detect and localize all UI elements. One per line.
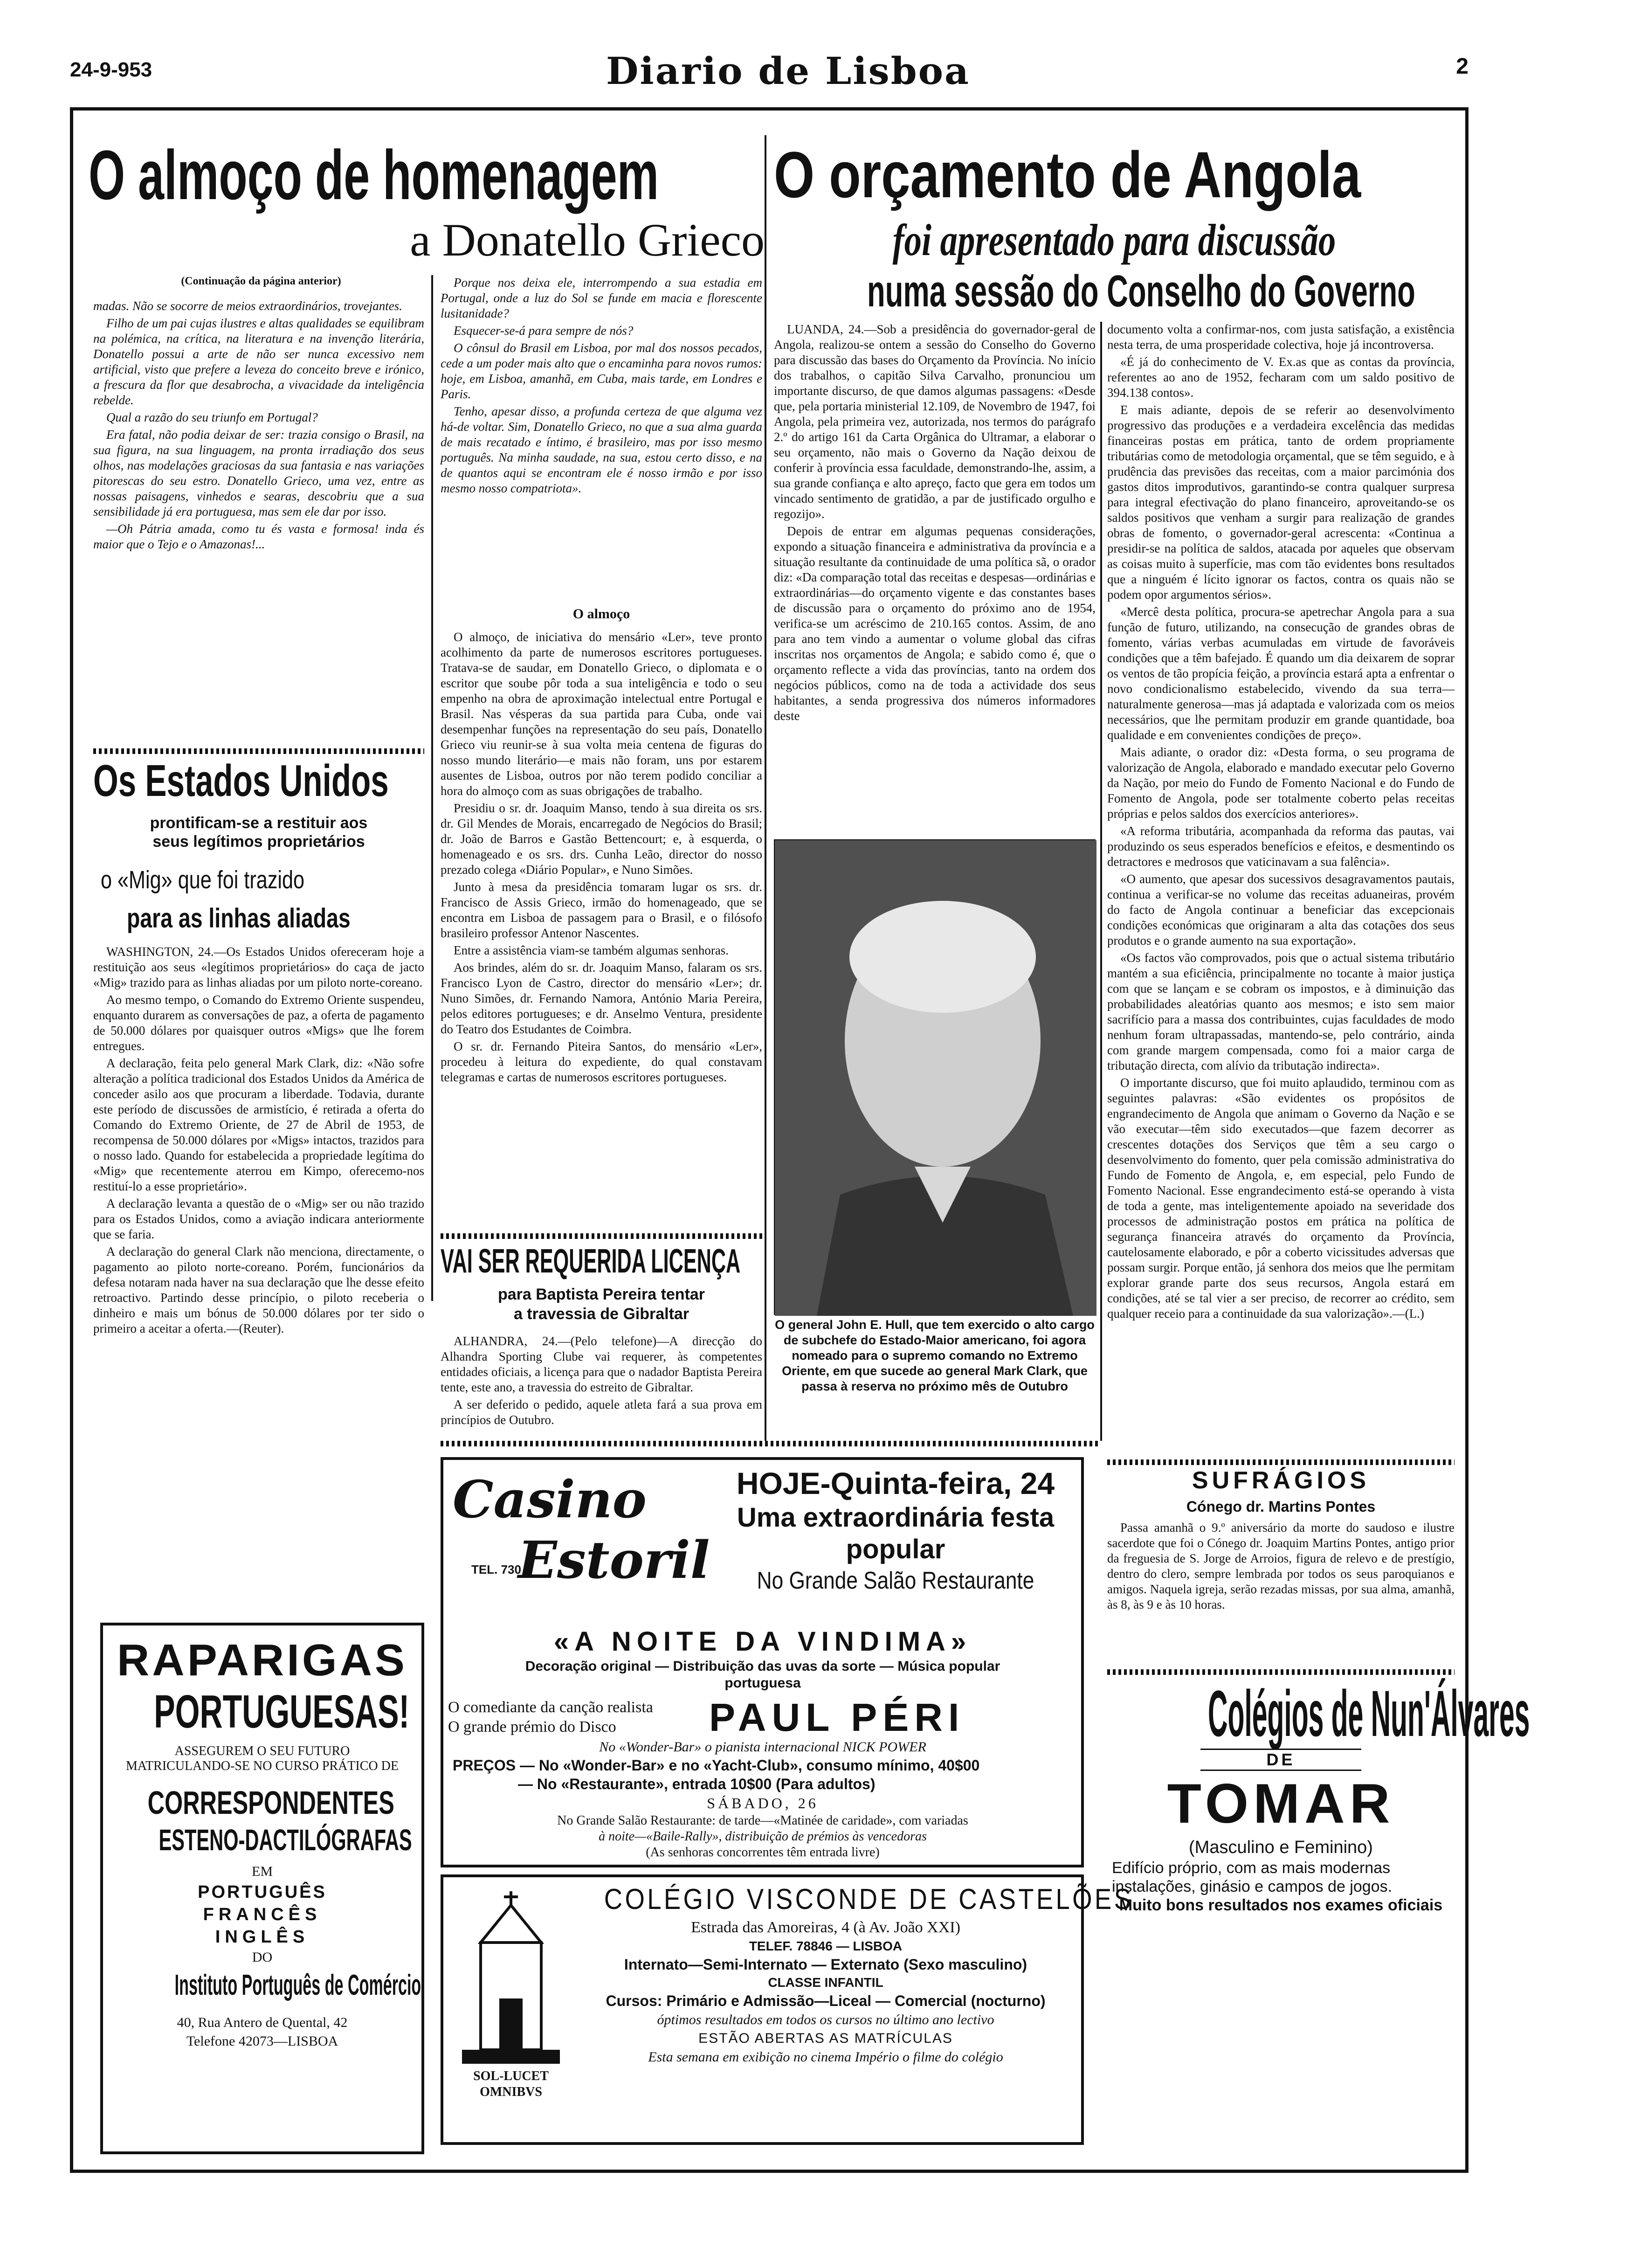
almoco-column-2 bbox=[441, 275, 762, 602]
paragraph: A declaração levanta a questão de o «Mig» ser ou não trazido para os Estados Unidos, como a aviação indicara anteriormente que se faria. bbox=[93, 1196, 424, 1241]
paragraph: Qual a razão do seu triunfo em Portugal? bbox=[106, 410, 318, 424]
paragraph: Tenho, apesar disso, a profunda certeza de que alguma vez há-de voltar. Sim, Donatello Grieco, no que a sua alma guarda de mais recatado e íntimo, é brasileiro, mas por isso mesmo português. Na minha saudade, na sua, estou certo disso, e na de quantos aqui se encontram ele é nosso irmão e por isso mesmo nosso compatriota». bbox=[441, 404, 762, 495]
paragraph: WASHINGTON, 24.—Os Estados Unidos ofereceram hoje a restituição aos seus «legítimos proprietários» do caça de jacto «Mig» trazido para as linhas aliadas por um piloto norte-coreano. bbox=[93, 945, 424, 989]
ad-line: ESTENO-DACTILÓGRAFAS bbox=[159, 1823, 412, 1857]
ad-line: «A NOITE DA VINDIMA» bbox=[553, 1626, 972, 1657]
licenca-subheads: para Baptista Pereira tentar a travessia de Gibraltar bbox=[497, 1286, 705, 1323]
ad-line: PORTUGUÊS bbox=[198, 1882, 327, 1902]
ad-line: Internato—Semi-Internato — Externato (Sexo masculino) bbox=[624, 1956, 1027, 1973]
sufragios-subhead: Cónego dr. Martins Pontes bbox=[1186, 1498, 1376, 1515]
ad-line: Uma extraordinária festa bbox=[737, 1502, 1055, 1533]
eua-subhead-2: o «Mig» que foi trazido bbox=[101, 866, 305, 894]
casino-tel: TEL. 730 bbox=[471, 1563, 521, 1577]
paragraph: —Oh Pátria amada, como tu és vasta e formosa! inda és maior que o Tejo e o Amazonas!... bbox=[93, 522, 424, 551]
paragraph: «Os factos vão comprovados, pois que o actual sistema tributário mantém a sua eficiência, principalmente no tocante à maior justiça com que se lançam e se cobram os impostos, e à diminuição das probabilidades aleatórias quanto aos mesmos; e isto sem maior sacrifício para a massa dos contribuintes, cujas faculdades de modo nenhum foram ultrapassadas, mantendo-se, pelo contrário, ainda com grande margem compensada, como foi a maior carga de tributação directa, com alívio da tributação indirecta». bbox=[1107, 951, 1455, 1072]
ad-line: Edifício próprio, com as mais modernas instalações, ginásio e campos de jogos. bbox=[1112, 1859, 1393, 1895]
casino-logo-line-1: Casino bbox=[453, 1469, 647, 1529]
ad-line: COLÉGIO VISCONDE DE CASTELÕES bbox=[604, 1883, 1134, 1915]
paragraph: E mais adiante, depois de se referir ao desenvolvimento progressivo das produções e a verdadeira excelência das medidas financeiras postas em prática, tanto de ordem propriamente tributárias como de metodologia orçamental, que se têm seguido, e à prudência das previsões das receitas, com a maior parcimónia dos gastos ditos improdutivos, garantindo-se contra qualquer surpresa para integral efectivação do plano financeiro, aproveitando-se os saldos positivos que venham a surgir para realização de grandes obras de fomento, o governador-geral acrescenta: «Continua a presidir-se na política de saldos, atacada por aqueles que observam as coisas muito à superfície, mas com tão evidentes bons resultados que a ninguém é lícito ignorar os factos, contra os quais não se podem opor argumentos sérios». bbox=[1107, 403, 1455, 602]
paragraph: Esquecer-se-á para sempre de nós? bbox=[454, 324, 634, 338]
ad-line: à noite—«Baile-Rally», distribuição de prémios às vencedoras bbox=[599, 1829, 927, 1844]
paragraph: Ao mesmo tempo, o Comando do Extremo Oriente suspendeu, enquanto durarem as conversações de paz, a oferta de pagamento de 50.000 dólares por quaisquer outros «Migs» que lhe forem entregues. bbox=[93, 993, 424, 1053]
ad-line: (Masculino e Feminino) bbox=[1189, 1838, 1373, 1857]
ad-line: Estrada das Amoreiras, 4 (à Av. João XXI) bbox=[691, 1919, 960, 1936]
ad-line: Esta semana em exibição no cinema Império o filme do colégio bbox=[648, 2049, 1003, 2065]
ad-line: Colégios de Nun'Álvares bbox=[1208, 1677, 1530, 1750]
paragraph: Depois de entrar em algumas pequenas considerações, expondo a situação financeira e administrativa da província e a situação resultante da continuidade de uma política sã, o orador diz: «Da comparação total das receitas e despesas—ordinárias e extraordinárias—do orçamento vigente e das constantes bases de discussão para o orçamento do próximo ano de 1954, verifica-se um acréscimo de 210.165 contos. Assim, de ano para ano tem vindo a aumentar o volume global das cifras inscritas nos orçamentos de Angola; e sabido como é, que o orçamento reflecte a vida das províncias, tanto na ordem dos negócios públicos, como na de toda a actividade dos seus habitantes, a senda progressiva dos números informadores deste bbox=[774, 524, 1096, 723]
angola-headline-3: numa sessão do Conselho do Governo bbox=[867, 266, 1415, 316]
portrait-photo bbox=[774, 839, 1096, 1315]
almoco-column-1 bbox=[93, 298, 424, 746]
almoco-headline-2: a Donatello Grieco bbox=[410, 214, 765, 266]
paragraph: «Mercê desta política, procura-se apetrechar Angola para a sua função de futuro, utilizando, na consecução de grandes obras de fomento, várias verbas acumuladas em virtude de favoráveis condições que a têm bafejado. É quando um dia deixarem de soprar os ventos de tão propícia feição, a província estará apta a enfrentar o novo condicionalismo estabelecido, vivendo da sua terra—naturalmente generosa—mas já adaptada e valorizada com os meios necessários, que lhe permitam produzir em grande quantidade, boa qualidade e em convenientes condições de preço». bbox=[1107, 605, 1455, 742]
masthead bbox=[70, 44, 1469, 96]
ad-line: ASSEGUREM O SEU FUTURO MATRICULANDO-SE NO CURSO PRÁTICO DE bbox=[126, 1744, 399, 1773]
casino-logo bbox=[453, 1469, 714, 1623]
paragraph: Porque nos deixa ele, interrompendo a sua estadia em Portugal, onde a luz do Sol se funde em macia e florescente lusitanidade? bbox=[441, 276, 762, 320]
ad-line: Cursos: Primário e Admissão—Liceal — Comercial (nocturno) bbox=[606, 1992, 1046, 2009]
continuation-note: (Continuação da página anterior) bbox=[181, 275, 341, 287]
paragraph: Presidiu o sr. dr. Joaquim Manso, tendo à sua direita os srs. dr. Gil Mendes de Morais, encarregado de Negócios do Brasil; dr. João de Barros e Gastão Bettencourt; e, à esquerda, o homenageado e os srs. drs. Cunha Leão, director do nosso prezado colega «Diário Popular», e Nuno Simões. bbox=[441, 801, 762, 877]
paragraph: Era fatal, não podia deixar de ser: trazia consigo o Brasil, na sua figura, na sua linguagem, na pronta irradiação dos seus olhos, nas modelações graciosas da sua fantasia e nas variações pitorescas do seu estro. Donatello Grieco, uma vez, entre as nossas paisagens, vinhedos e searas, descobriu que a sua sensibilidade já era portuguesa, mas sem ele dar por isso. bbox=[93, 428, 424, 519]
casino-logo-line-2: Estoril bbox=[518, 1530, 710, 1590]
angola-column-2 bbox=[1107, 322, 1455, 1459]
almoco-subhead: O almoço bbox=[572, 606, 630, 622]
ad-nunalvares bbox=[1107, 1677, 1530, 2164]
sufragios-body bbox=[1107, 1520, 1455, 1665]
paragraph: Mais adiante, o orador diz: «Desta forma, o seu programa de valorização de Angola, elaborado e mandado executar pelo Governo da Nação, por meio do Fundo de Fomento Nacional e do Fundo de Fomento de Angola, pode ser totalmente coberto pelas receitas próprias e pelos saldos dos exercícios anteriores». bbox=[1107, 745, 1455, 821]
ad-line: CLASSE INFANTIL bbox=[768, 1975, 883, 1990]
eua-body bbox=[93, 944, 424, 1616]
paragraph: A ser deferido o pedido, aquele atleta fará a sua prova em princípios de Outubro. bbox=[441, 1397, 762, 1427]
licenca-headline: VAI SER REQUERIDA LICENÇA bbox=[441, 1243, 741, 1280]
sufragios-headline: SUFRÁGIOS bbox=[1192, 1467, 1370, 1494]
ad-line: PREÇOS — No «Wonder-Bar» e no «Yacht-Club», consumo mínimo, 40$00 bbox=[453, 1757, 980, 1774]
paragraph: O importante discurso, que foi muito aplaudido, terminou com as seguintes palavras: «São evidentes os propósitos de engrandecimento de Angola que animam o Governo da Nação e se vão executar—têm sido executados—que fazem decorrer as crescentes dotações dos Serviços que têm a seu cargo o desenvolvimento do fomento, quer pela comissão administrativa do Fundo de Fomento de Angola, e, em especial, pelo Fundo de Fomento Nacional. Esse engrandecimento está-se operando à vista de toda a gente, mas inteligentemente apoiado na severidade dos processos de administração postos em prática na política de segurança financeira através do orçamento da Província, cautelosamente elaborado, e pôr a coberto vicissitudes adversas que possam surgir. Porque então, já senhora dos meios que lhe permitam explorar grande parte dos seus recursos, Angola estará em condições, até se tal vier a ser preciso, de recorrer ao crédito, sem qualquer receio para a continuidade da sua valorização».—(L.) bbox=[1107, 1076, 1455, 1321]
dotted-rule bbox=[441, 1441, 1100, 1446]
almoco-headline-1: O almoço de homenagem bbox=[89, 136, 659, 214]
photo-caption: O general John E. Hull, que tem exercido o alto cargo de subchefe do Estado-Maior americano, foi agora nomeado para o supremo comando no Extremo Oriente, em que sucede ao general Mark Clark, que passa à reserva no próximo mês de Outubro bbox=[775, 1318, 1095, 1393]
ad-line: PORTUGUESAS! bbox=[154, 1686, 410, 1738]
paragraph: Filho de um pai cujas ilustres e altas qualidades se equilibram na polémica, na crítica, na literatura e na invenção literária, Donatello possui a arte de não ser nunca excessivo nem artificial, visto que prefere a leveza do conceito breve e irónico, a frescura da flor que desabrocha, a vivacidade da inteligência rebelde. bbox=[93, 316, 424, 407]
ad-line: RAPARIGAS bbox=[117, 1635, 407, 1685]
paragraph: «A reforma tributária, acompanhada da reforma das pautas, vai produzindo os seus esperados benefícios e efeitos, e desmentindo os detractores e medrosos que vaticinavam a sua falência». bbox=[1107, 824, 1455, 869]
column-rule bbox=[765, 135, 766, 1441]
paragraph: ALHANDRA, 24.—(Pelo telefone)—A direcção do Alhandra Sporting Clube vai requerer, às competentes entidades oficiais, a licença para que o nadador Baptista Pereira tente, este ano, a travessia do estreito de Gibraltar. bbox=[441, 1334, 762, 1394]
college-emblem bbox=[453, 1887, 569, 2138]
ad-line: No «Wonder-Bar» o pianista internacional NICK POWER bbox=[599, 1739, 926, 1755]
eua-subhead-1: prontificam-se a restituir aos seus legítimos proprietários bbox=[150, 814, 368, 850]
paragraph: Passa amanhã o 9.º aniversário da morte do saudoso e ilustre sacerdote que foi o Cónego dr. Joaquim Martins Pontes, antigo prior da freguesia de S. Jorge de Arroios, figura de relevo e de prestígio, dentro do clero, sempre lembrada por todos os seus paroquianos e amigos. Naquela igreja, serão rezadas missas, por sua alma, amanhã, às 8, às 9 e às 10 horas. bbox=[1107, 1521, 1455, 1611]
paragraph: madas. Não se socorre de meios extraordinários, trovejantes. bbox=[93, 299, 402, 313]
eua-subhead-3: para as linhas aliadas bbox=[127, 903, 351, 933]
issue-date: 24-9-953 bbox=[70, 58, 152, 81]
portrait-photo-icon bbox=[775, 840, 1096, 1316]
ad-line: EM bbox=[252, 1864, 273, 1879]
ad-line: TOMAR bbox=[1167, 1772, 1395, 1835]
dotted-rule bbox=[1107, 1669, 1455, 1675]
dotted-rule bbox=[1107, 1459, 1455, 1465]
ad-line: 40, Rua Antero de Quental, 42 bbox=[177, 2015, 348, 2030]
paragraph: O almoço, de iniciativa do mensário «Ler», teve pronto acolhimento da parte de numerosos escritores portugueses. Tratava-se de saudar, em Donatello Grieco, o diplomata e o escritor que soube pôr toda a sua inteligência e todo o seu empenho na obra de aproximação intelectual entre Portugal e Brasil. Nas vésperas da sua partida para Cuba, onde vai desempenhar funções na representação do seu país, Donatello Grieco viu reunir-se à sua volta meia centena de figuras do nosso mundo literário—e mais não foram, uns por estarem ausentes de Lisboa, outros por não terem podido conciliar a hora do almoço com as suas obrigações de trabalho. bbox=[441, 630, 762, 798]
ad-raparigas bbox=[100, 1623, 424, 2154]
ad-line: HOJE-Quinta-feira, 24 bbox=[736, 1466, 1055, 1500]
ad-line: óptimos resultados em todos os cursos no último ano lectivo bbox=[657, 2012, 994, 2027]
ad-line: (As senhoras concorrentes têm entrada livre) bbox=[646, 1845, 880, 1860]
ad-line: FRANCÊS bbox=[203, 1905, 322, 1924]
ad-colegio-castelos bbox=[441, 1874, 1134, 2145]
dotted-rule bbox=[93, 748, 424, 754]
column-rule bbox=[1100, 322, 1102, 1441]
newspaper-title: Diario de Lisboa bbox=[606, 49, 970, 93]
ad-line: PAUL PÉRI bbox=[709, 1695, 965, 1739]
ad-line: Telefone 42073—LISBOA bbox=[186, 2033, 338, 2049]
ad-line: TELEF. 78846 — LISBOA bbox=[749, 1939, 903, 1953]
paragraph: documento volta a confirmar-nos, com justa satisfação, a existência nesta terra, de uma prosperidade colectiva, hoje já incontroversa. bbox=[1107, 322, 1455, 352]
ad-line: DO bbox=[252, 1950, 273, 1965]
ad-line: Decoração original — Distribuição das uvas da sorte — Música popular portuguesa bbox=[525, 1659, 1000, 1691]
paragraph: «É já do conhecimento de V. Ex.as que as contas da província, referentes ao ano de 1952, fecharam com um saldo positivo de 394.138 contos». bbox=[1107, 355, 1455, 400]
ad-line: DE bbox=[1200, 1749, 1361, 1771]
paragraph: O sr. dr. Fernando Piteira Santos, do mensário «Ler», procedeu à leitura do expediente, do qual constavam telegramas e cartas de numerosos escritores portugueses. bbox=[441, 1039, 762, 1084]
angola-headline-1: O orçamento de Angola bbox=[774, 138, 1361, 211]
ad-line: O comediante da canção realista bbox=[448, 1699, 653, 1716]
paragraph: O cônsul do Brasil em Lisboa, por mal dos nossos pecados, cede a um poder mais alto que o encaminha para novos rumos: hoje, em Lisboa, amanhã, em Cuba, mais tarde, em Londres e Paris. bbox=[441, 341, 762, 401]
ad-line: No Grande Salão Restaurante: de tarde—«Matinée de caridade», com variadas bbox=[557, 1813, 968, 1828]
angola-headline-2: foi apresentado para discussão bbox=[892, 215, 1336, 265]
almoco-column-2b bbox=[441, 629, 762, 1231]
paragraph: LUANDA, 24.—Sob a presidência do governador-geral de Angola, realizou-se ontem a sessão do Conselho do Governo para discussão das bases do Orçamento da Província. No início dos trabalhos, o capitão Silva Carvalho, pronunciou um importante discurso, de que damos algumas passagens: «Desde que, pela portaria ministerial 12.109, de Novembro de 1947, foi Angola, pela primeira vez, autorizada, nos termos do parágrafo 2.º do artigo 161 da Carta Orgânica do Ultramar, a elaborar o seu orçamento, não mais o Governo da Nação deixou de conferir à província essa faculdade, demonstrando-lhe, assim, a sua grande confiança e alto apreço, facto que gera em todos um vincado sentimento de gratidão, a par de justificado orgulho e regozijo». bbox=[774, 322, 1096, 521]
ad-line: O grande prémio do Disco bbox=[448, 1718, 616, 1736]
college-motto: SOL-LUCET OMNIBVS bbox=[473, 2069, 549, 2099]
ad-line: — No «Restaurante», entrada 10$00 (Para adultos) bbox=[518, 1776, 876, 1792]
paragraph: Entre a assistência viam-se também algumas senhoras. bbox=[454, 943, 729, 957]
eua-headline: Os Estados Unidos bbox=[93, 756, 389, 806]
paragraph: A declaração, feita pelo general Mark Clark, diz: «Não sofre alteração a política tradicional dos Estados Unidos da América de conceder asilo aos que procuram a liberdade. Todavia, durante este período de discussões de armistício, é retirada a oferta do Comando do Extremo Oriente, de 27 de Abril de 1953, de recompensa de 50.000 dólares por «Migs» intactos, trazidos para o nosso lado. Quando for estabelecida a propriedade legítima do «Mig» que recentemente aterrou em Kimpo, oferecemo-nos restituí-lo a esse proprietário». bbox=[93, 1056, 424, 1193]
paragraph: Aos brindes, além do sr. dr. Joaquim Manso, falaram os srs. Francisco Lyon de Castro, director do mensário «Ler»; dr. Nuno Simões, dr. Fernando Namora, António Maria Pereira, pelos editores portugueses; e dr. Anselmo Ventura, presidente do Teatro dos Estudantes de Coimbra. bbox=[441, 961, 762, 1036]
paragraph: A declaração do general Clark não menciona, directamente, o pagamento ao piloto norte-coreano. Porém, funcionários da defesa notaram nada haver na sua declaração que lhe desse efeito retroactivo. Partindo desse princípio, o piloto receberia o dinheiro e mais um bónus de 50.000 dólares por ter sido o primeiro a aceitar a oferta.—(Reuter). bbox=[93, 1245, 424, 1335]
angola-column-1 bbox=[774, 322, 1096, 835]
ad-line: SÁBADO, 26 bbox=[707, 1795, 819, 1812]
page-number: 2 bbox=[1456, 54, 1469, 79]
ad-line: INGLÊS bbox=[215, 1927, 310, 1947]
ad-line: Instituto Português de Comércio bbox=[174, 1969, 421, 2001]
college-emblem-icon bbox=[453, 1887, 569, 2138]
dotted-rule bbox=[441, 1233, 762, 1239]
column-rule bbox=[431, 275, 433, 1301]
ad-line: CORRESPONDENTES bbox=[147, 1784, 394, 1821]
ad-line: No Grande Salão Restaurante bbox=[757, 1567, 1034, 1594]
ad-casino-estoril bbox=[441, 1457, 1084, 1867]
licenca-body bbox=[441, 1334, 762, 1450]
paragraph: Junto à mesa da presidência tomaram lugar os srs. dr. Francisco de Assis Grieco, irmão do homenageado, que se encontra em Lisboa de passagem para o Brasil, e o filósofo brasileiro professor Antenor Nascentes. bbox=[441, 880, 762, 940]
ad-line: ESTÃO ABERTAS AS MATRÍCULAS bbox=[698, 2031, 953, 2046]
ad-line: popular bbox=[846, 1534, 945, 1564]
ad-line: Muito bons resultados nos exames oficiais bbox=[1119, 1896, 1443, 1914]
paragraph: «O aumento, que apesar dos sucessivos desagravamentos pautais, continua a verificar-se no volume das receitas aduaneiras, provém do facto de Angola continuar a beneficiar das excepcionais condições económicas que originaram a alta das cotações dos seus produtos e o grande aumento na sua exportação». bbox=[1107, 872, 1455, 947]
